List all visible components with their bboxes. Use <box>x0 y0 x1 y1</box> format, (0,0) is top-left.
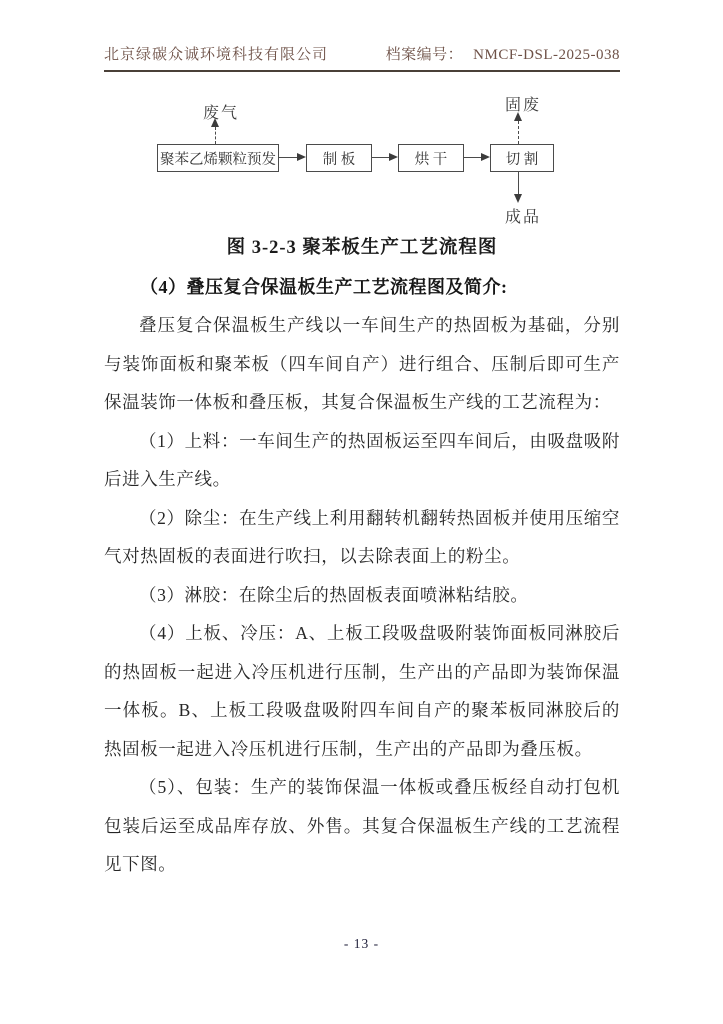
connector-line <box>372 157 390 158</box>
waste-gas-label: 废气 <box>203 105 240 122</box>
flow-box-drying: 烘 干 <box>398 144 464 172</box>
document-body <box>104 229 620 884</box>
arrow-right-icon <box>389 153 398 161</box>
paragraph-step-4: （4）上板、冷压：A、上板工段吸盘吸附装饰面板同淋胶后的热固板一起进入冷压机进行压制，生产出的产品即为装饰保温一体板。B、上板工段吸盘吸附四车间自产的聚苯板同淋胶后的热固板一起进入冷压机进行压制，生产出的产品即为叠压板。 <box>104 623 620 759</box>
paragraph-step-1: （1）上料：一车间生产的热固板运至四车间后，由吸盘吸附后进入生产线。 <box>104 430 620 489</box>
process-flowchart <box>0 0 723 232</box>
line-product <box>518 172 519 195</box>
flow-box-cutting: 切 割 <box>490 144 554 172</box>
header-company-name: 北京绿碳众诚环境科技有限公司 <box>104 47 329 63</box>
arrow-up-icon <box>211 118 219 127</box>
flow-box-pre-expansion: 聚苯乙烯颗粒预发 <box>157 144 279 172</box>
dashed-line-solid-waste <box>518 121 519 144</box>
doc-number-label: 档案编号： <box>385 47 464 63</box>
paragraph-intro: 叠压复合保温板生产线以一车间生产的热固板为基础，分别与装饰面板和聚苯板（四车间自产）进行组合、压制后即可生产保温装饰一体板和叠压板，其复合保温板生产线的工艺流程为： <box>104 315 620 412</box>
section-heading: （4）叠压复合保温板生产工艺流程图及简介: <box>140 276 508 297</box>
flow-box-board-making: 制 板 <box>306 144 372 172</box>
arrow-up-icon <box>514 112 522 121</box>
paragraph-step-5: （5）、包装：生产的装饰保温一体板或叠压板经自动打包机包装后运至成品库存放、外售。其复合保温板生产线的工艺流程见下图。 <box>104 777 620 874</box>
arrow-right-icon <box>481 153 490 161</box>
paragraph-step-3: （3）淋胶：在除尘后的热固板表面喷淋粘结胶。 <box>139 584 529 605</box>
arrow-right-icon <box>297 153 306 161</box>
solid-waste-label: 固废 <box>505 97 542 114</box>
product-label: 成品 <box>505 209 542 226</box>
connector-line <box>464 157 482 158</box>
arrow-down-icon <box>514 194 522 203</box>
connector-line <box>279 157 298 158</box>
doc-number-value: NMCF-DSL-2025-038 <box>473 47 620 63</box>
figure-caption: 图 3-2-3 聚苯板生产工艺流程图 <box>226 238 498 258</box>
page-number: - 13 - <box>343 936 380 951</box>
paragraph-step-2: （2）除尘：在生产线上利用翻转机翻转热固板并使用压缩空气对热固板的表面进行吹扫，以去除表面上的粉尘。 <box>104 507 620 566</box>
dashed-line-waste-gas <box>215 127 216 144</box>
